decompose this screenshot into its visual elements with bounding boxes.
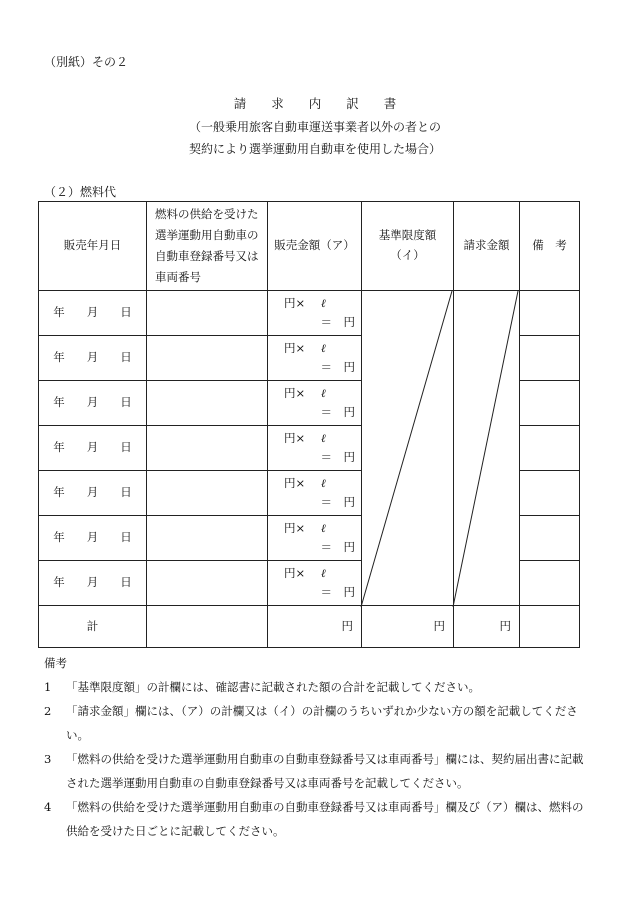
date-cell[interactable] xyxy=(39,561,147,606)
equals-yen-label: ＝ 円 xyxy=(320,495,355,510)
month-label: 月 xyxy=(86,575,99,590)
header-claim: 請求金額 xyxy=(454,202,520,291)
sales-amount-cell[interactable] xyxy=(268,381,362,426)
table-header-row xyxy=(39,202,580,291)
yen-times-label: 円× xyxy=(284,476,306,490)
header-vehicle: 燃料の供給を受けた選挙運動用自動車の自動車登録番号又は車両番号 xyxy=(147,202,268,291)
claim-merged-cell xyxy=(454,291,520,606)
remarks-cell[interactable] xyxy=(520,561,580,606)
date-cell[interactable] xyxy=(39,381,147,426)
date-cell[interactable] xyxy=(39,336,147,381)
remarks-cell[interactable] xyxy=(520,471,580,516)
sales-amount-cell[interactable] xyxy=(268,426,362,471)
yen-times-label: 円× xyxy=(284,521,306,535)
equals-yen-label: ＝ 円 xyxy=(320,405,355,420)
day-label: 日 xyxy=(120,350,132,365)
total-claim[interactable]: 円 xyxy=(454,606,520,648)
year-label: 年 xyxy=(53,485,65,500)
remarks-cell[interactable] xyxy=(520,336,580,381)
month-label: 月 xyxy=(86,395,99,410)
note-item xyxy=(44,675,584,699)
vehicle-number-cell[interactable] xyxy=(147,426,268,471)
yen-times-label: 円× xyxy=(284,386,306,400)
month-label: 月 xyxy=(86,485,99,500)
equals-yen-label: ＝ 円 xyxy=(320,540,355,555)
day-label: 日 xyxy=(120,305,132,320)
remarks-cell[interactable] xyxy=(520,291,580,336)
sales-amount-cell[interactable] xyxy=(268,336,362,381)
date-cell[interactable] xyxy=(39,426,147,471)
sales-amount-cell[interactable] xyxy=(268,291,362,336)
notes-heading: 備考 xyxy=(44,656,67,670)
remarks-cell[interactable] xyxy=(520,516,580,561)
vehicle-number-cell[interactable] xyxy=(147,516,268,561)
yen-times-label: 円× xyxy=(284,341,306,355)
liter-unit: ℓ xyxy=(321,386,327,400)
section-heading: （２）燃料代 xyxy=(44,185,117,199)
equals-yen-label: ＝ 円 xyxy=(320,450,355,465)
header-limit xyxy=(362,202,454,291)
notes-section xyxy=(44,651,584,843)
date-cell[interactable] xyxy=(39,516,147,561)
year-label: 年 xyxy=(53,305,65,320)
month-label: 月 xyxy=(86,305,99,320)
sales-amount-cell[interactable] xyxy=(268,516,362,561)
limit-merged-cell xyxy=(362,291,454,606)
liter-unit: ℓ xyxy=(321,431,327,445)
liter-unit: ℓ xyxy=(321,476,327,490)
total-remarks-cell[interactable] xyxy=(520,606,580,648)
document-title: 請 求 内 訳 書 xyxy=(233,96,397,111)
day-label: 日 xyxy=(120,485,132,500)
note-text: 「燃料の供給を受けた選挙運動用自動車の自動車登録番号又は車両番号」欄には、契約届出書に記載された選挙運動用自動車の自動車登録番号又は車両番号を記載してください。 xyxy=(66,752,584,790)
note-number: 2 xyxy=(44,704,52,718)
equals-yen-label: ＝ 円 xyxy=(320,585,355,600)
month-label: 月 xyxy=(86,440,99,455)
year-label: 年 xyxy=(53,395,65,410)
header-remarks: 備 考 xyxy=(520,202,580,291)
day-label: 日 xyxy=(120,440,132,455)
fuel-claim-table xyxy=(38,201,580,648)
header-limit-line2: （イ） xyxy=(390,248,425,262)
equals-yen-label: ＝ 円 xyxy=(320,360,355,375)
equals-yen-label: ＝ 円 xyxy=(320,315,355,330)
liter-unit: ℓ xyxy=(321,341,327,355)
total-sales[interactable]: 円 xyxy=(268,606,362,648)
header-date: 販売年月日 xyxy=(39,202,147,291)
note-item xyxy=(44,699,584,747)
sales-amount-cell[interactable] xyxy=(268,471,362,516)
header-limit-line1: 基準限度額 xyxy=(378,228,437,243)
note-text: 「請求金額」欄には、（ア）の計欄又は（イ）の計欄のうちいずれか少ない方の額を記載してください。 xyxy=(66,704,578,742)
note-text: 「基準限度額」の計欄には、確認書に記載された額の合計を記載してください。 xyxy=(66,680,480,694)
year-label: 年 xyxy=(53,575,65,590)
vehicle-number-cell[interactable] xyxy=(147,561,268,606)
note-text: 「燃料の供給を受けた選挙運動用自動車の自動車登録番号又は車両番号」欄及び（ア）欄は、燃料の供給を受けた日ごとに記載してください。 xyxy=(66,800,584,838)
document-subtitle-2: 契約により選挙運動用自動車を使用した場合） xyxy=(188,142,441,156)
year-label: 年 xyxy=(53,350,65,365)
attachment-label: （別紙）その２ xyxy=(44,55,129,69)
month-label: 月 xyxy=(86,530,99,545)
total-limit[interactable]: 円 xyxy=(362,606,454,648)
year-label: 年 xyxy=(53,440,65,455)
yen-times-label: 円× xyxy=(284,431,306,445)
note-item xyxy=(44,747,584,795)
header-sales-amount: 販売金額（ア） xyxy=(268,202,362,291)
year-label: 年 xyxy=(53,530,65,545)
sales-amount-cell[interactable] xyxy=(268,561,362,606)
note-number: 1 xyxy=(44,680,52,694)
remarks-cell[interactable] xyxy=(520,381,580,426)
vehicle-number-cell[interactable] xyxy=(147,291,268,336)
liter-unit: ℓ xyxy=(321,521,327,535)
day-label: 日 xyxy=(120,395,132,410)
remarks-cell[interactable] xyxy=(520,426,580,471)
vehicle-number-cell[interactable] xyxy=(147,471,268,516)
note-number: 4 xyxy=(44,800,52,814)
yen-times-label: 円× xyxy=(284,566,306,580)
vehicle-number-cell[interactable] xyxy=(147,336,268,381)
month-label: 月 xyxy=(86,350,99,365)
total-label: 計 xyxy=(39,606,147,648)
document-subtitle-1: （一般乗用旅客自動車運送事業者以外の者との xyxy=(188,120,441,134)
date-cell[interactable] xyxy=(39,291,147,336)
day-label: 日 xyxy=(120,575,132,590)
liter-unit: ℓ xyxy=(321,566,327,580)
vehicle-number-cell[interactable] xyxy=(147,381,268,426)
yen-times-label: 円× xyxy=(284,296,306,310)
note-item xyxy=(44,795,584,843)
total-vehicle-cell[interactable] xyxy=(147,606,268,648)
liter-unit: ℓ xyxy=(321,296,327,310)
date-cell[interactable] xyxy=(39,471,147,516)
day-label: 日 xyxy=(120,530,132,545)
table-row xyxy=(39,291,580,336)
note-number: 3 xyxy=(44,752,52,766)
total-row xyxy=(39,606,580,648)
